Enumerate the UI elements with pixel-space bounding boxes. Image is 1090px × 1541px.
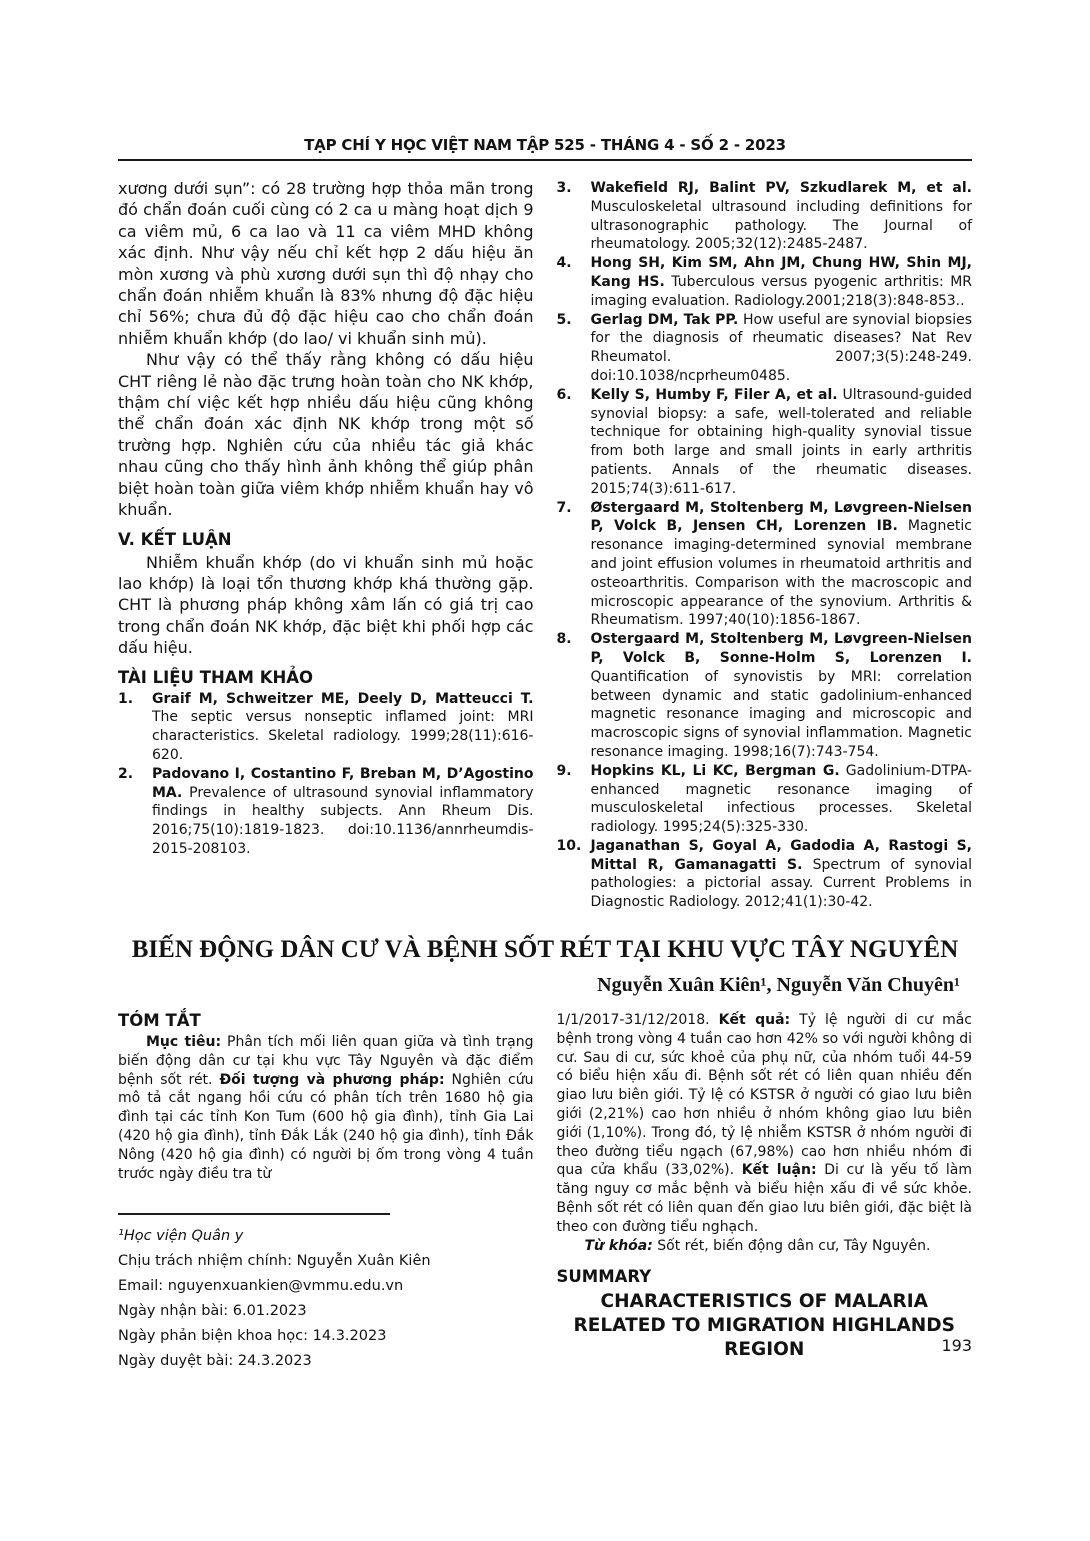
reference-number: 7.: [556, 499, 572, 516]
keywords-paragraph: Từ khóa: Sốt rét, biến động dân cư, Tây Nguyên.: [584, 1237, 931, 1254]
references-list-right: [557, 179, 973, 912]
references-list-left: [118, 690, 534, 859]
journal-header-title: TẠP CHÍ Y HỌC VIỆT NAM TẬP 525 - THÁNG 4 - SỐ 2 - 2023: [304, 136, 786, 154]
reference-text: Magnetic resonance imaging-determined synovial membrane and joint effusion volumes in rheumatoid arthritis and osteoarthritis. Comparison with the macroscopic and microscopic appearance of the synovium. Arthritis & Rheumatism. 1997;40(10):1856-1867.: [590, 518, 973, 629]
footnote-line: Chịu trách nhiệm chính: Nguyễn Xuân Kiên: [118, 1253, 431, 1270]
footnote-line: Ngày nhận bài: 6.01.2023: [118, 1303, 307, 1320]
reference-number: 6.: [556, 386, 572, 403]
reference-authors: Østergaard M, Stoltenberg M, Løvgreen-Nielsen P, Volck B, Jensen CH, Lorenzen IB.: [590, 499, 972, 535]
page-number: 193: [941, 1336, 972, 1355]
reference-number: 4.: [556, 255, 572, 272]
reference-text: Gadolinium-DTPA-enhanced magnetic resonance imaging of musculoskeletal infectious processes. Skeletal radiology. 1995;24(5):325-330.: [590, 762, 972, 836]
conclusion-paragraph: Nhiễm khuẩn khớp (do vi khuẩn sinh mủ hoặc lao khớp) là loại tổn thương khớp khá thường gặp. CHT là phương pháp không xâm lấn có giá trị cao trong chẩn đoán NK khớp, đặc biệt khi phối hợp các dấu hiệu.: [118, 552, 534, 658]
article2-left-column: [118, 1011, 534, 1374]
footnote-affiliation: ¹Học viện Quân y: [118, 1228, 244, 1245]
abstract-paragraph-right: 1/1/2017-31/12/2018. Kết quả: Tỷ lệ người di cư mắc bệnh trong vòng 4 tuần cao hơn 42% so với người không di cư. Sau di cư, sức khoẻ của phụ nữ, của nhóm tuổi 44-59 có biểu hiện xấu đi. Bệnh sốt rét có liên quan nhiều đến giao lưu biên giới. Tỷ lệ có KSTSR ở người có giao lưu biên giới (2,21%) cao hơn nhiều ở nhóm không giao lưu biên giới (1,10%). Trong đó, tỷ lệ nhiễm KSTSR ở nhóm người đi theo đường tiểu ngạch (67,98%) cao hơn nhiều nhóm đi qua cửa khẩu (33,02%). Kết luận: Di cư là yếu tố làm tăng nguy cơ mắc bệnh và biểu hiện xấu đi về sức khỏe. Bệnh sốt rét có liên quan đến giao lưu biên giới, đặc biệt là theo con đường tiểu nghạch.: [556, 1012, 972, 1235]
reference-text: Quantification of synovistis by MRI: correlation between dynamic and static gadolinium-enhanced magnetic resonance imaging and microscopic and macroscopic signs of synovial inflammation. Magnetic resonance imaging. 1998;16(7):743-754.: [590, 668, 972, 760]
reference-authors: Ostergaard M, Stoltenberg M, Løvgreen-Nielsen P, Volck B, Sonne-Holm S, Lorenzen I.: [590, 631, 972, 666]
footnote-separator: [118, 1213, 390, 1215]
reference-text: Spectrum of synovial pathologies: a pictorial assay. Current Problems in Diagnostic Radiology. 2012;41(1):30-42.: [590, 856, 972, 911]
reference-item: [557, 179, 973, 254]
reference-item: [557, 311, 973, 386]
reference-item: [118, 690, 534, 765]
reference-text: Ultrasound-guided synovial biopsy: a safe, well-tolerated and reliable technique for obtaining high-quality synovial tissue from both large and small joints in early arthritis patients. Annals of the rheumatic diseases. 2015;74(3):611-617.: [590, 386, 972, 497]
article2-authors: Nguyễn Xuân Kiên¹, Nguyễn Văn Chuyên¹: [597, 974, 960, 997]
article1-right-column: [557, 178, 973, 912]
abstract-heading: TÓM TẮT: [118, 1011, 201, 1031]
body-paragraph-continuation: xương dưới sụn”: có 28 trường hợp thỏa mãn trong đó chẩn đoán cuối cùng có 2 ca u màng hoạt dịch 9 ca viêm mủ, 6 ca lao và 11 ca viêm MHD không xác định. Như vậy nếu chỉ kết hợp 2 dấu hiệu ăn mòn xương và phù xương dưới sụn thì độ nhạy cho chẩn đoán nhiễm khuẩn là 83% nhưng độ đặc hiệu chỉ 56%; chưa đủ độ đặc hiệu cao cho chẩn đoán nhiễm khuẩn khớp (do lao/ vi khuẩn sinh mủ).: [118, 179, 534, 348]
reference-number: 3.: [556, 180, 572, 196]
reference-number: 8.: [556, 631, 572, 648]
footnote-line: Ngày phản biện khoa học: 14.3.2023: [118, 1328, 387, 1345]
article2-abstract-section: [118, 1011, 972, 1374]
reference-authors: Kelly S, Humby F, Filer A, et al.: [590, 386, 838, 403]
article1-section: [118, 178, 972, 912]
reference-item: [557, 386, 973, 499]
body-paragraph: Như vậy có thể thấy rằng không có dấu hiệu CHT riêng lẻ nào đặc trưng hoàn toàn cho NK khớp, thậm chí việc kết hợp nhiều dấu hiệu cũng không thể chẩn đoán xác định NK khớp trong một số trường hợp. Nghiên cứu của nhiều tác giả khác nhau cũng cho thấy hình ảnh không thể giúp phân biệt hoàn toàn giữa viêm khớp nhiễm khuẩn hay vô khuẩn.: [118, 350, 534, 520]
reference-item: [118, 765, 534, 859]
reference-item: [557, 254, 973, 310]
article2-title: BIẾN ĐỘNG DÂN CƯ VÀ BỆNH SỐT RÉT TẠI KHU VỰC TÂY NGUYÊN: [131, 936, 959, 964]
reference-number: 1.: [118, 690, 134, 707]
reference-number: 10.: [556, 837, 582, 854]
reference-item: [557, 499, 973, 631]
reference-text: Prevalence of ultrasound synovial inflammatory findings in healthy subjects. Ann Rheum Dis. 2016;75(10):1819-1823. doi:10.1136/annrheumdis-2015-208103.: [152, 784, 534, 857]
footnote-block: [118, 1213, 534, 1374]
summary-heading: SUMMARY: [556, 1267, 652, 1287]
reference-authors: Wakefield RJ, Balint PV, Szkudlarek M, et al.: [590, 180, 972, 196]
reference-number: 5.: [556, 311, 572, 328]
reference-text: How useful are synovial biopsies for the diagnosis of rheumatic diseases? Nat Rev Rheumatol. 2007;3(5):248-249. doi:10.1038/ncprheum0485.: [590, 311, 972, 384]
article2-right-column: [557, 1011, 973, 1374]
reference-authors: Padovano I, Costantino F, Breban M, D’Agostino MA.: [152, 765, 534, 801]
reference-authors: Hong SH, Kim SM, Ahn JM, Chung HW, Shin MJ, Kang HS.: [590, 255, 972, 290]
summary-title: CHARACTERISTICS OF MALARIA RELATED TO MIGRATION HIGHLANDS REGION: [573, 1291, 955, 1361]
reference-text: Musculoskeletal ultrasound including definitions for ultrasonographic pathology. The Journal of rheumatology. 2005;32(12):2485-2487.: [590, 198, 972, 253]
reference-authors: Graif M, Schweitzer ME, Deely D, Matteucci T.: [152, 690, 534, 707]
reference-authors: Jaganathan S, Goyal A, Gadodia A, Rastogi S, Mittal R, Gamanagatti S.: [590, 837, 972, 873]
reference-item: [557, 630, 973, 762]
reference-authors: Hopkins KL, Li KC, Bergman G.: [590, 762, 840, 779]
conclusion-heading: V. KẾT LUẬN: [118, 529, 232, 549]
footnote-line: Ngày duyệt bài: 24.3.2023: [118, 1353, 312, 1370]
reference-authors: Gerlag DM, Tak PP.: [590, 311, 739, 328]
reference-number: 2.: [118, 765, 134, 782]
reference-text: Tuberculous versus pyogenic arthritis: MR imaging evaluation. Radiology.2001;218(3):848-853..: [590, 273, 972, 309]
reference-item: [557, 837, 973, 912]
footnote-line-email: Email: nguyenxuankien@vmmu.edu.vn: [118, 1278, 404, 1295]
reference-number: 9.: [556, 762, 572, 779]
header-rule: [118, 159, 972, 161]
reference-text: The septic versus nonseptic inflamed joint: MRI characteristics. Skeletal radiology. 1999;28(11):616-620.: [152, 709, 534, 763]
references-heading: TÀI LIỆU THAM KHẢO: [118, 667, 314, 687]
article1-left-column: [118, 178, 534, 912]
reference-item: [557, 762, 973, 837]
abstract-paragraph-left: Mục tiêu: Phân tích mối liên quan giữa và tình trạng biến động dân cư tại khu vực Tây Nguyên và đặc điểm bệnh sốt rét. Đối tượng và phương pháp: Nghiên cứu mô tả cắt ngang hồi cứu có phân tích trên 1680 hộ gia đình tại các tỉnh Kon Tum (600 hộ gia đình), tỉnh Gia Lai (420 hộ gia đình), tỉnh Đắk Lắk (240 hộ gia đình), tỉnh Đắk Nông (420 hộ gia đình) có người bị ốm trong vòng 4 tuần trước ngày điều tra từ: [118, 1034, 534, 1182]
